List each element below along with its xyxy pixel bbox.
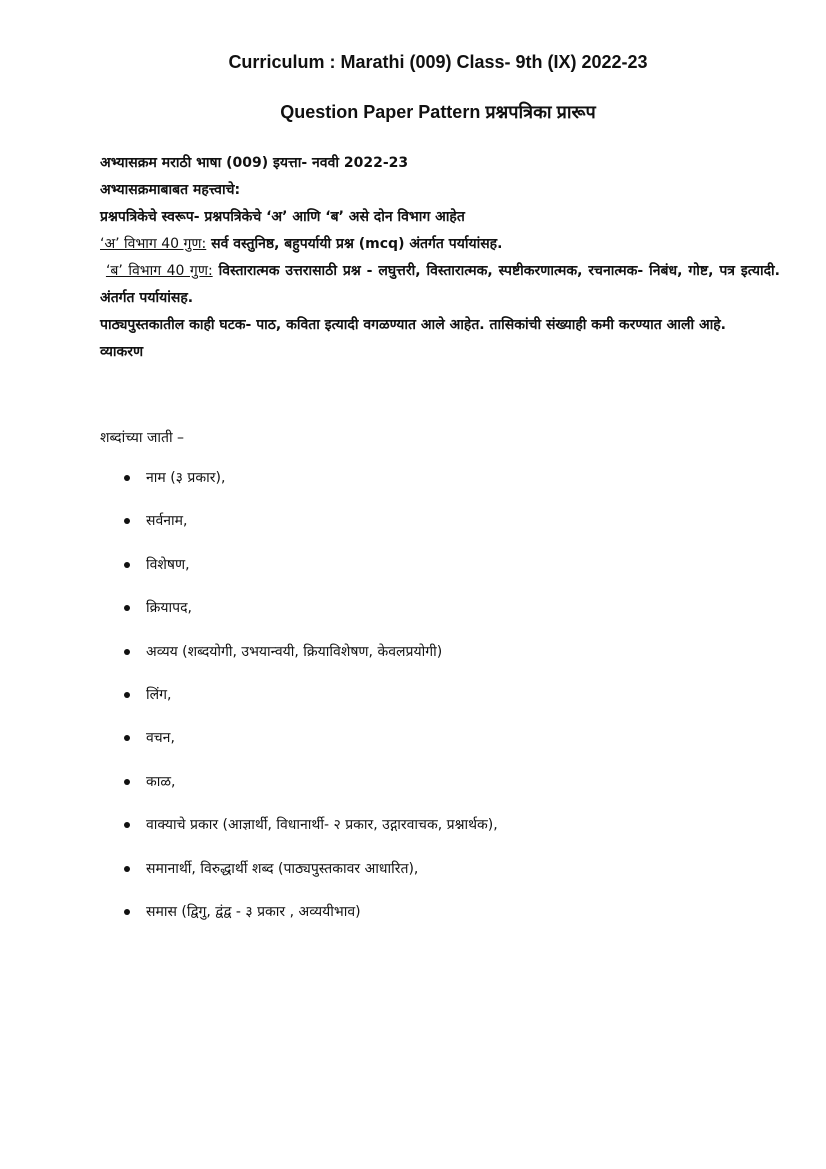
list-item	[120, 772, 498, 815]
intro-line-6: पाठ्यपुस्तकातील काही घटक- पाठ, कविता इत्यादी वगळण्यात आले आहेत. तासिकांची संख्याही कमी करण्यात आली आहे.	[100, 317, 727, 333]
list-item	[120, 685, 498, 728]
list-item	[120, 815, 498, 858]
section-b-text: विस्तारात्मक उत्तरासाठी प्रश्न - लघुत्तरी, विस्तारात्मक, स्पष्टीकरणात्मक, रचनात्मक- निबंध, गोष्ट, पत्र इत्यादी. अंतर्गत पर्यायांसह.	[100, 263, 780, 306]
document-title: Curriculum : Marathi (009) Class- 9th (IX) 2022-23	[228, 52, 648, 72]
list-item-text: लिंग,	[146, 686, 172, 703]
list-item-text: अव्यय (शब्दयोगी, उभयान्वयी, क्रियाविशेषण, केवलप्रयोगी)	[146, 643, 443, 660]
bullet-icon	[124, 909, 130, 915]
section-a-text: सर्व वस्तुनिष्ठ, बहुपर्यायी प्रश्न (mcq) अंतर्गत पर्यायांसह.	[206, 236, 503, 252]
list-item	[120, 555, 498, 598]
grammar-list	[120, 468, 498, 945]
word-types-heading: शब्दांच्या जाती –	[100, 430, 185, 446]
bullet-icon	[124, 562, 130, 568]
list-item	[120, 598, 498, 641]
list-item-text: विशेषण,	[146, 556, 190, 573]
bullet-icon	[124, 649, 130, 655]
list-item-text: सर्वनाम,	[146, 513, 188, 530]
section-a-label: ‘अ’ विभाग 40 गुण:	[100, 236, 207, 252]
intro-line-5	[100, 258, 780, 312]
grammar-heading: व्याकरण	[100, 344, 144, 360]
intro-line-3: प्रश्नपत्रिकेचे स्वरूप- प्रश्नपत्रिकेचे ‘अ’ आणि ‘ब’ असे दोन विभाग आहेत	[100, 209, 465, 225]
list-item-text: समानार्थी, विरुद्धार्थी शब्द (पाठ्यपुस्तकावर आधारित),	[146, 860, 419, 877]
list-item	[120, 728, 498, 771]
intro-line-2: अभ्यासक्रमाबाबत महत्त्वाचे:	[100, 182, 241, 198]
list-item-text: क्रियापद,	[146, 600, 192, 617]
bullet-icon	[124, 866, 130, 872]
bullet-icon	[124, 692, 130, 698]
intro-line-4	[100, 231, 780, 258]
bullet-icon	[124, 822, 130, 828]
list-item-text: नाम (३ प्रकार),	[146, 470, 226, 486]
list-item-text: समास (द्विगु, द्वंद्व - ३ प्रकार , अव्ययीभाव)	[146, 903, 361, 920]
intro-section	[100, 150, 780, 366]
list-item	[120, 859, 498, 902]
document-subtitle: Question Paper Pattern प्रश्नपत्रिका प्रारूप	[280, 102, 596, 122]
bullet-icon	[124, 605, 130, 611]
list-item	[120, 902, 498, 945]
bullet-icon	[124, 475, 130, 481]
bullet-icon	[124, 779, 130, 785]
bullet-icon	[124, 735, 130, 741]
list-item	[120, 511, 498, 554]
bullet-icon	[124, 518, 130, 524]
list-item-text: काळ,	[146, 773, 176, 790]
intro-line-1: अभ्यासक्रम मराठी भाषा (009) इयत्ता- नववी 2022-23	[100, 155, 409, 171]
section-b-label: ‘ब’ विभाग 40 गुण:	[105, 263, 213, 279]
list-item	[120, 642, 498, 685]
list-item	[120, 468, 498, 511]
list-item-text: वाक्याचे प्रकार (आज्ञार्थी, विधानार्थी- २ प्रकार, उद्गारवाचक, प्रश्नार्थक),	[146, 817, 498, 834]
list-item-text: वचन,	[146, 730, 175, 747]
